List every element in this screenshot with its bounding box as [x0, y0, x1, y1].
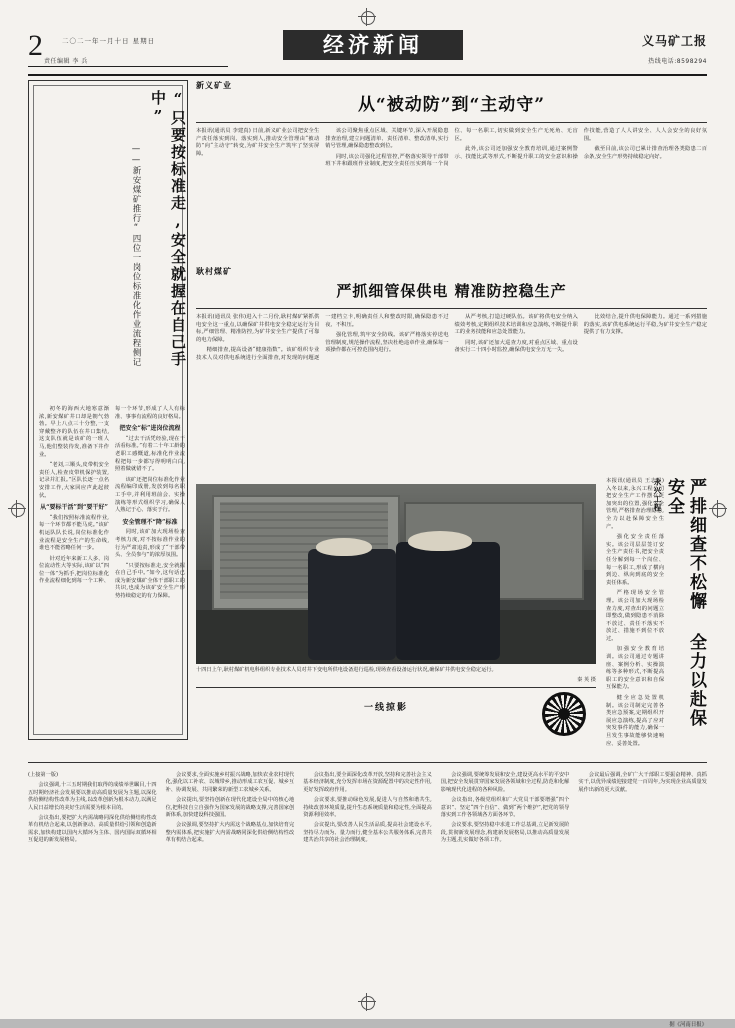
article-paragraph: 从严考核,打造过硬队伍。该矿将供电安全纳入绩效考核,定期组织技术培训和应急演练,不断提升职工的业务技能和应急处置能力。 — [454, 314, 578, 336]
article-paragraph: 同时,该公司强化过程管控,严格落实领导干部带班下井和跟班作业制度,把安全责任压实到每一个岗位、每一名职工,切实做到安全生产无死角、无盲区。 — [325, 128, 578, 168]
photo-credit: 秦 英 摄 — [577, 677, 596, 684]
responsible-editor: 责任编辑 李 兵 — [44, 58, 88, 65]
continuation-paragraph: 会议强调,十三五时期我们取得的成绩举世瞩目,十四五时期经济社会发展要以推动高质量发展为主题,以深化供给侧结构性改革为主线,以改革创新为根本动力,以满足人民日益增长的美好生活需要为根本目的。 — [28, 782, 157, 811]
article-kicker-yongxing: 永兴工程 — [653, 478, 662, 512]
continuation-label: (上接第一版) — [28, 772, 58, 778]
article-paragraph: 本报讯(通讯员 李建真) 日前,新义矿业公司把安全生产责任落实到岗、落实到人,推动安全管理由“被动防”向“主动守”转变,为矿井安全生产筑牢了坚实屏障。 — [196, 128, 320, 157]
headline-rule-2 — [196, 308, 707, 309]
feature-inner-frame — [33, 85, 187, 735]
photo-block — [196, 478, 596, 734]
article-paragraph: 该公司聚焦重点区域、关键环节,深入开展隐患排查治理,建立问题清单、责任清单、整改清单,实行销号管理,确保隐患整改到位。 — [325, 128, 449, 150]
masthead — [28, 30, 707, 76]
continuation-paragraph: 会议要求,要坚持稳中求进工作总基调,立足新发展阶段,贯彻新发展理念,构建新发展格局,以推动高质量发展为主题,扎实做好各项工作。 — [440, 822, 570, 844]
registration-mark-right — [709, 500, 727, 518]
feature-paragraph: 同时,该矿加大现场检查考核力度,对不按标准作业的行为严肃追责,形成了“干部带头、全员参与”的浓厚氛围。 — [115, 529, 185, 559]
feature-box — [28, 80, 188, 740]
feature-subhead: 安全管理不“降”标准 — [122, 518, 178, 526]
registration-mark-top — [358, 8, 376, 26]
headline-rule — [196, 122, 707, 123]
article-headline-xinyi: 从“被动防”到“主动守” — [357, 95, 546, 115]
article-body-xinyi — [196, 128, 707, 169]
article-paragraph: 截至目前,该公司已累计排查治理各类隐患二百余条,安全生产形势持续稳定向好。 — [583, 146, 707, 160]
article-gengcun — [196, 266, 707, 363]
feature-paragraph: “我们按照标准流程作业,每一个环节都不能马虎。”该矿机运队队长说,岗位标准化作业流程是安全生产的生命线,谁也不能省略任何一步。 — [39, 514, 109, 552]
feature-paragraph: “老刘,三顺头,皮带机安全责任人,检查皮带机保护装置,记录并汇报。”区队长逐一点名安排工作,大家回应声此起彼伏。 — [39, 462, 109, 499]
bottom-section — [28, 772, 707, 1028]
section-banner: 经济新闻 — [283, 30, 463, 60]
page-number: 2 — [28, 29, 43, 62]
article-paragraph: 此外,该公司还加强安全教育培训,通过案例警示、技能比武等形式,不断提升职工的安全意识和操作技能,营造了人人讲安全、人人会安全的良好氛围。 — [454, 128, 707, 160]
article-source: 据《河南日报》 — [669, 1022, 707, 1028]
article-paragraph: 同时,该矿还加大巡查力度,对重点区域、重点设备实行二十四小时监控,确保供电安全万无一失。 — [454, 339, 578, 354]
hotline: 热线电话:8598294 — [648, 58, 707, 65]
photo-worker-left — [308, 549, 396, 661]
article-paragraph: 严格现场安全管理。该公司加大现场检查力度,对查出的问题立即整改,做到隐患不消除不放过、责任不落实不放过、措施不到位不放过。 — [606, 590, 664, 642]
feature-paragraph: 该矿还把岗位标准化作业流程编印成册,发放到每名职工手中,并利用班前会、实操演练等形式组织学习,确保人人熟记于心、落实于行。 — [115, 476, 185, 514]
issue-date: 二〇二一年一月十日 星期日 — [62, 37, 156, 45]
feature-paragraph: 针对近年来新工人多、岗位流动性大等实际,该矿以“四位一体”为抓手,把岗位标准化作业流程细化到每一个工种、每一个环节,形成了人人有标准、事事有流程的良好格局。 — [39, 406, 185, 585]
continuation-paragraph: 会议指出,要把扩大内需战略同深化供给侧结构性改革有机结合起来,以创新驱动、高质量供给引领和创造新需求,加快构建以国内大循环为主体、国内国际双循环相互促进的新发展格局。 — [28, 815, 157, 844]
continuation-paragraph: 会议提出,要改善人民生活品质,提高社会建设水平,坚持尽力而为、量力而行,健全基本公共服务体系,完善共建共治共享的社会治理制度。 — [303, 822, 432, 844]
article-kicker-gengcun: 耿村煤矿 — [196, 267, 232, 276]
article-paragraph: 强化管理,筑牢安全防线。该矿严格落实停送电管理制度,规范操作流程,坚决杜绝违章作业,确保每一项操作都在可控范围内进行。 — [325, 332, 449, 354]
continuation-paragraph: 会议要求,全面实施乡村振兴战略,加快农业农村现代化,强化以工补农、以城带乡,推动形成工农互促、城乡互补、协调发展、共同繁荣的新型工农城乡关系。 — [165, 772, 295, 793]
photo-worker-right — [396, 542, 500, 661]
feature-subhead: 从“要标干活”到“要干好” — [40, 504, 108, 512]
xinyi-headline-wrap — [196, 92, 707, 169]
continuation-paragraph: 会议提出,要坚持创新在现代化建设全局中的核心地位,把科技自立自强作为国家发展的战略支撑,完善国家创新体系,加快建设科技强国。 — [165, 797, 295, 819]
photo-badge — [196, 687, 596, 734]
article-body-gengcun — [196, 314, 707, 363]
article-paragraph: 加强安全教育培训。该公司通过专题讲座、案例分析、实操演练等多种形式,不断提高职工的安全意识和自保互保能力。 — [606, 646, 664, 691]
article-kicker-xinyi: 新义矿业 — [196, 81, 232, 90]
continuation-body — [28, 772, 707, 845]
feature-vertical-title: “只要按标准走,安全就握在自己手中” — [149, 90, 187, 368]
article-paragraph: 精细排查,提高设备“健康指数”。该矿组织专业技术人员对供电系统进行全面排查,对发现的问题逐一建档立卡,明确责任人和整改时限,确保隐患不过夜、不积压。 — [196, 314, 449, 361]
photo-badge-label: 一线掠影 — [364, 703, 409, 714]
feature-body — [39, 406, 185, 731]
article-paragraph: 强化安全责任落实。该公司层层签订安全生产责任书,把安全责任分解到每一个岗位、每一名职工,形成了横向到边、纵向到底的安全责任体系。 — [606, 534, 664, 586]
masthead-divider — [28, 66, 228, 67]
article-headline-yongxing: 严排细查不松懈 全力以赴保安全 — [664, 478, 706, 728]
photo-helmet-right — [408, 531, 472, 551]
feature-paragraph: “过去干活凭经验,现在干活看标准。”有着二十年工龄的老职工感慨道,标准化作业流程把每一步都写得明明白白,照着做就错不了。 — [115, 435, 185, 473]
feature-vertical-subtitle: ——新安煤矿推行“四位一岗位标准化作业流程侧记 — [131, 144, 141, 367]
photo-helmet-left — [316, 538, 372, 556]
wheel-icon — [542, 692, 586, 736]
feature-subhead: 把安全“标”进岗位流程 — [119, 425, 181, 433]
main-content — [28, 80, 707, 750]
article-paragraph: 健全应急处置机制。该公司制定完善各类应急预案,定期组织开展应急演练,提高了应对突发事件的能力,确保一旦发生事故能够快速响应、妥善处置。 — [606, 695, 664, 747]
page-sheet — [28, 29, 707, 1028]
article-paragraph: 本报讯(通讯员 张伟)进入十二月份,耿村煤矿紧抓供电安全这一重点,以确保矿井供电安全稳定运行为目标,严细管理、精准防控,为矿井安全生产提供了可靠的电力保障。 — [196, 314, 320, 343]
article-headline-gengcun: 严抓细管保供电 精准防控稳生产 — [336, 282, 567, 300]
continuation-paragraph: 会议强调,要统筹发展和安全,建设更高水平的平安中国,把安全发展贯穿国家发展各领域和全过程,防范和化解影响现代化进程的各种风险。 — [440, 772, 570, 793]
continuation-paragraph: 会议指出,各级党组织和广大党员干部要增强“四个意识”、坚定“四个自信”、做到“两个维护”,把党的领导落实到工作各领域各方面各环节。 — [440, 797, 570, 819]
feature-paragraph: 初冬的海西大地寒意渐浓,新安煤矿井口却是朝气勃勃。早上八点三十分整,一支穿戴整齐的队伍在井口集结,这支队伍就是该矿的一班人马,他们整装待发,准备下井作业。 — [39, 406, 109, 458]
paper-name: 义马矿工报 — [641, 34, 707, 48]
masthead-bottom-rule — [28, 74, 707, 76]
continuation-paragraph: 会议要求,要推动绿色发展,促进人与自然和谐共生,持续改善环境质量,提升生态系统质量和稳定性,全面提高资源利用效率。 — [303, 797, 432, 819]
continuation-paragraph: 会议最后强调,全矿广大干部职工要振奋精神、真抓实干,以优异成绩迎接建党一百周年,为实现企业高质量发展作出新的更大贡献。 — [578, 772, 707, 793]
photo-caption: 十四日上午,耿村煤矿机电科组织专业技术人员对井下变电所供电设备进行巡检,现场查看设备运行状况,确保矿井供电安全稳定运行。 — [196, 667, 497, 673]
article-paragraph: 比效结合,提升供电保障能力。通过一系列措施的落实,该矿供电系统运行平稳,为矿井安全生产稳定提供了有力支撑。 — [583, 314, 707, 336]
continuation-paragraph: 会议强调,要坚持扩大内需这个战略基点,加快培育完整内需体系,把实施扩大内需战略同深化供给侧结构性改革有机结合起来。 — [165, 822, 295, 844]
continuation-paragraph: 会议指出,要全面深化改革开放,坚持和完善社会主义基本经济制度,充分发挥市场在资源配置中的决定性作用,更好发挥政府作用。 — [303, 772, 432, 793]
registration-mark-left — [8, 500, 26, 518]
bottom-divider — [28, 762, 707, 763]
news-photo — [196, 484, 596, 664]
feature-paragraph: “只要按标准走,安全就握在自己手中。”如今,这句话已成为新安煤矿全体干部职工的共识,也成为该矿安全生产形势持续稳定的有力保障。 — [115, 562, 185, 600]
article-paragraph: 本报讯(通讯员 王志强) 入冬以来,永兴工程公司把安全生产工作摆在更加突出的位置,强化安全管理,严格排查治理隐患,全力以赴保障安全生产。 — [606, 478, 664, 530]
